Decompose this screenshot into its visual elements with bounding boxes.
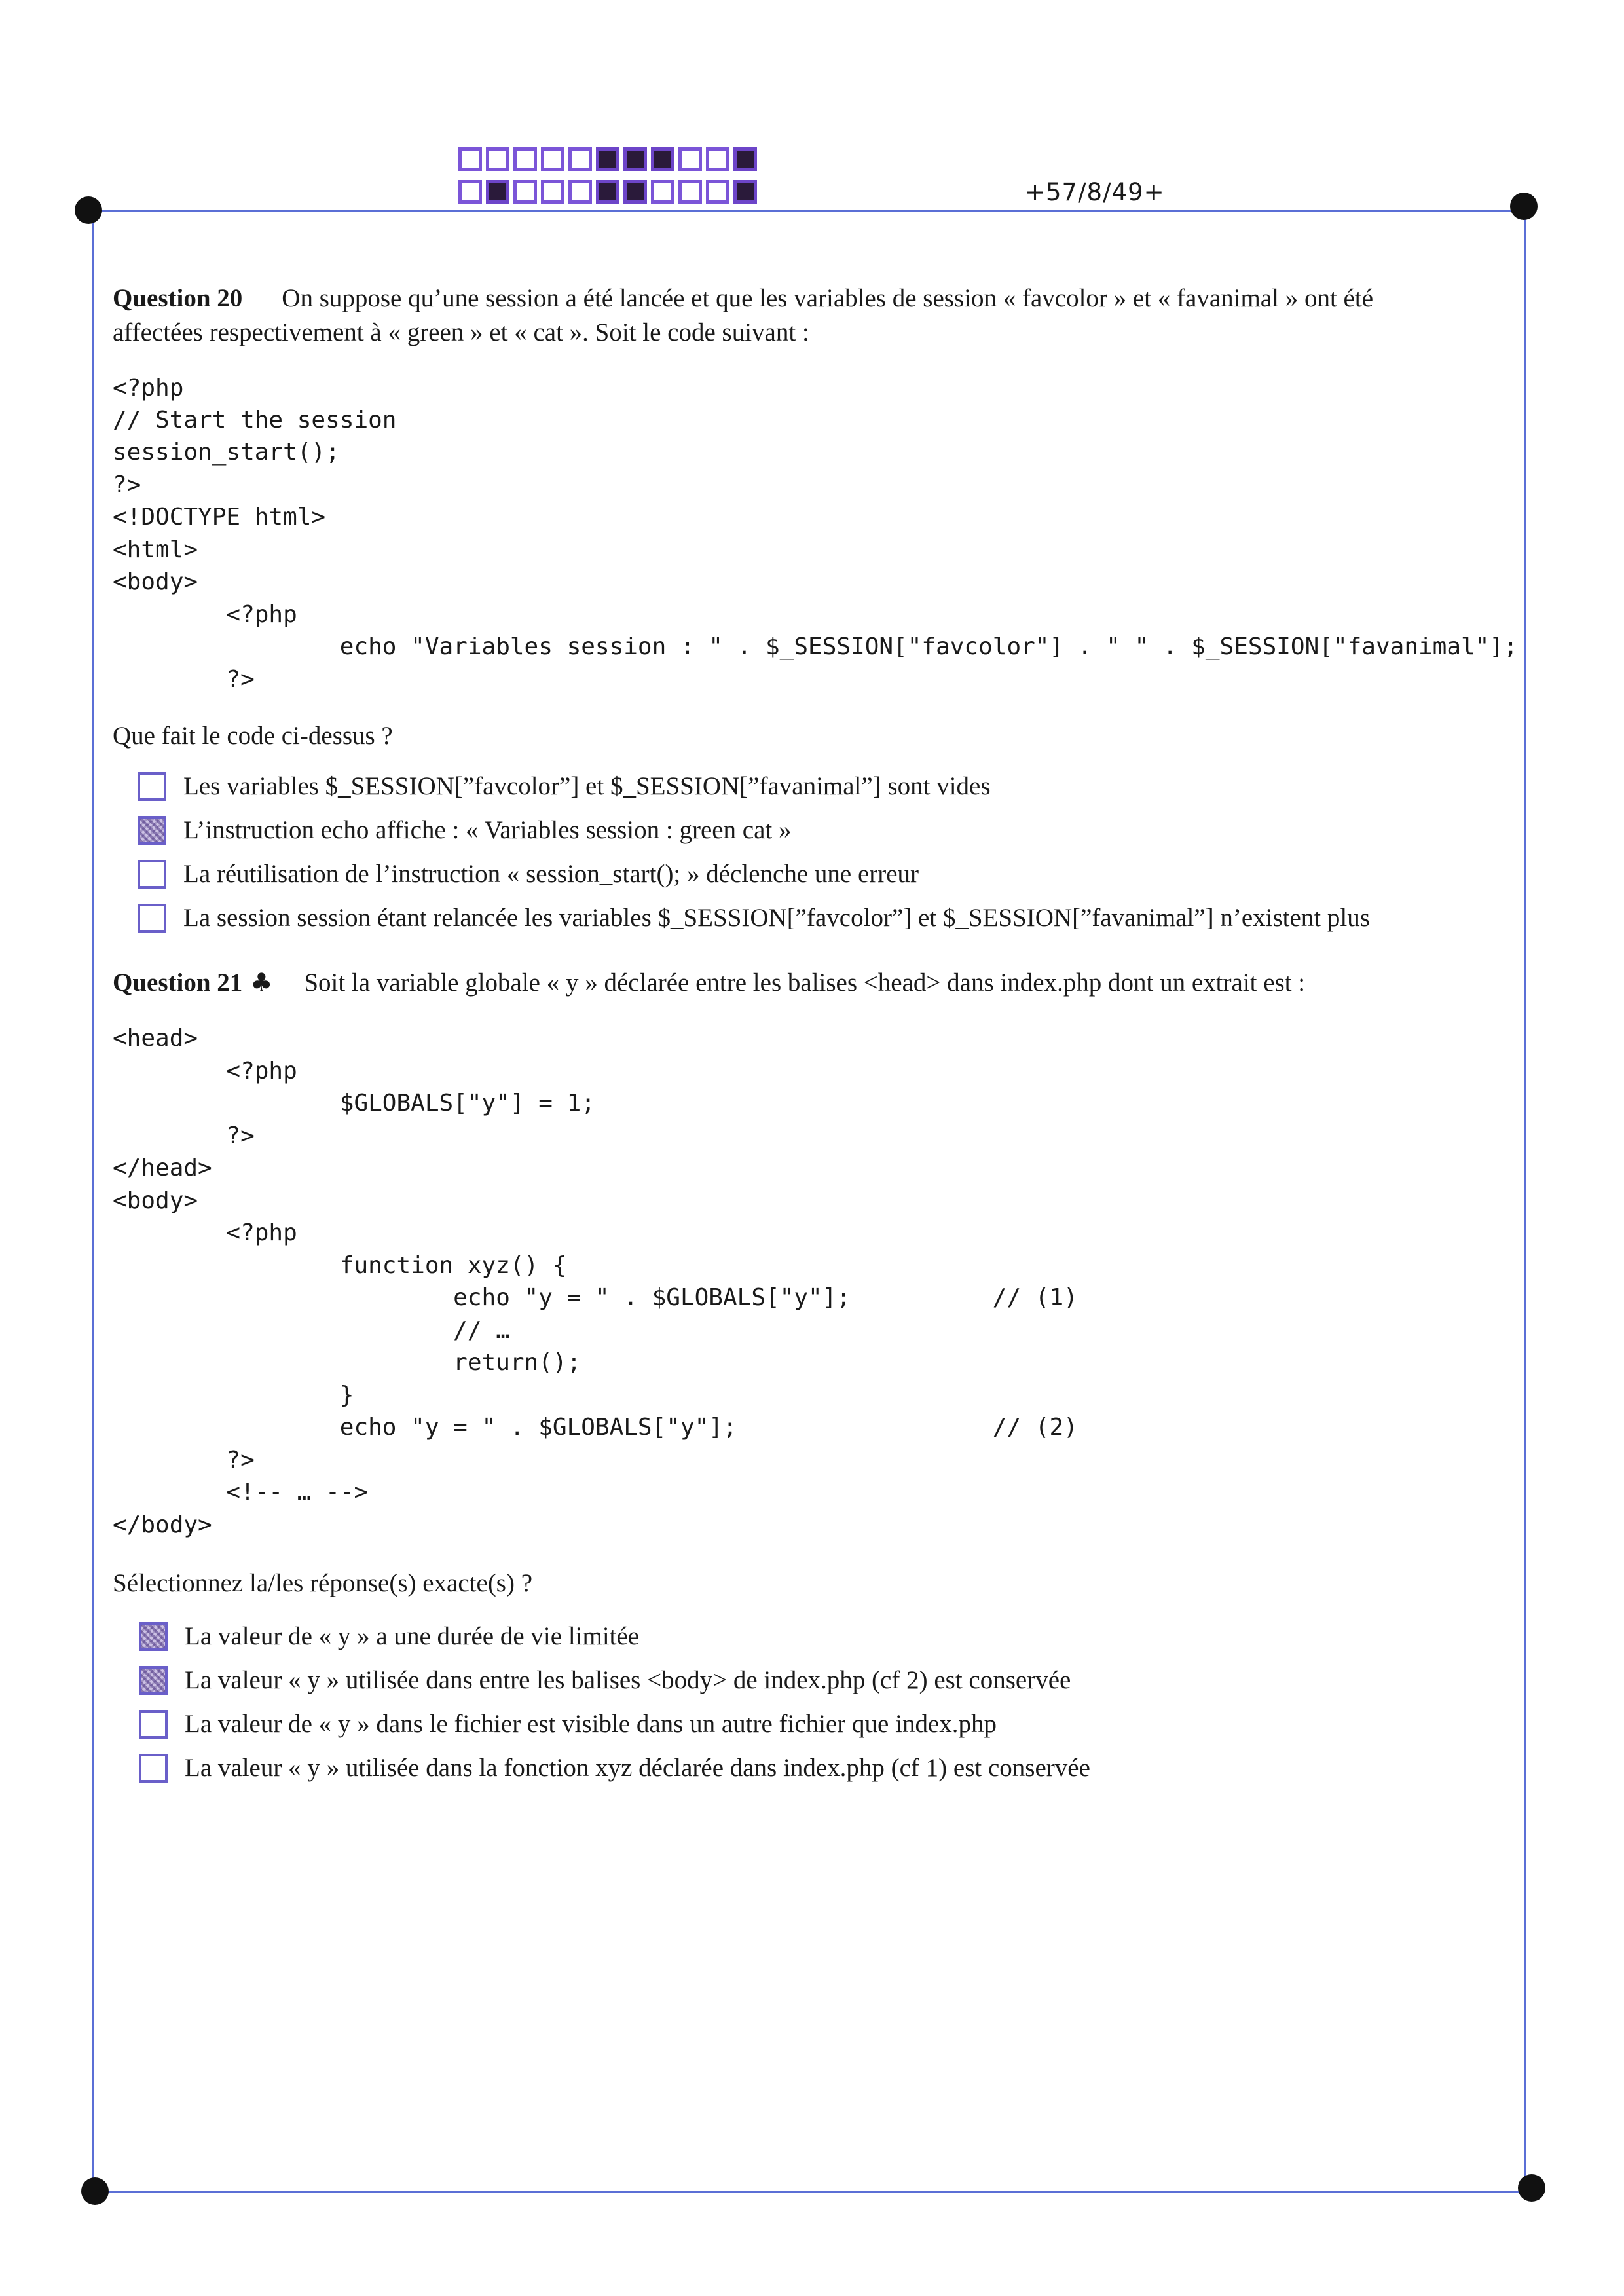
code-line: <html> <box>113 536 198 563</box>
code-line: return(); <box>113 1349 581 1376</box>
q20-option-4[interactable] <box>138 903 1370 933</box>
barcode-cell <box>596 180 619 204</box>
q21-prompt: Sélectionnez la/les réponse(s) exacte(s) ? <box>113 1569 533 1597</box>
code-line: <body> <box>113 568 198 595</box>
barcode-cell <box>678 147 702 171</box>
code-line: echo "y = " . $GLOBALS["y"]; // (1) <box>113 1284 1078 1311</box>
barcode-cell <box>733 180 757 204</box>
frame-bottom-line <box>95 2191 1532 2193</box>
code-line: } <box>113 1382 354 1409</box>
code-line: <?php <box>113 1058 297 1084</box>
option-label: Les variables $_SESSION[”favcolor”] et $_SESSION[”favanimal”] sont vides <box>183 772 991 800</box>
code-line: function xyz() { <box>113 1252 567 1279</box>
code-line: ?> <box>113 1122 255 1149</box>
barcode-cell <box>541 180 564 204</box>
barcode-cell <box>733 147 757 171</box>
barcode-cell <box>623 147 647 171</box>
code-line: echo "Variables session : " . $_SESSION["favcolor"] . " " . $_SESSION["favanimal"]; <box>113 633 1518 660</box>
q21-label: Question 21 <box>113 969 243 997</box>
barcode-cell <box>568 180 592 204</box>
code-line: ?> <box>113 666 255 693</box>
barcode-cell <box>513 180 537 204</box>
code-line: session_start(); <box>113 439 340 466</box>
barcode-cell <box>651 180 674 204</box>
barcode-cell <box>513 147 537 171</box>
barcode-cell <box>541 147 564 171</box>
barcode-cell <box>458 180 482 204</box>
club-icon: ♣ <box>250 968 273 997</box>
corner-marker-top-left <box>75 196 102 224</box>
q20-option-3[interactable] <box>138 859 919 889</box>
code-line: <head> <box>113 1025 198 1052</box>
answer-checkbox[interactable] <box>139 1666 168 1695</box>
option-label: La valeur « y » utilisée dans entre les balises <body> de index.php (cf 2) est conservée <box>185 1666 1071 1694</box>
barcode-cell <box>596 147 619 171</box>
q20-statement-cont: affectées respectivement à « green » et « cat ». Soit le code suivant : <box>113 318 809 346</box>
barcode-cell <box>706 147 729 171</box>
barcode-cell <box>651 147 674 171</box>
answer-checkbox[interactable] <box>139 1754 168 1783</box>
code-line: ?> <box>113 472 141 498</box>
code-line: $GLOBALS["y"] = 1; <box>113 1090 595 1117</box>
q21-option-1[interactable] <box>139 1621 639 1651</box>
frame-right-line <box>1524 210 1526 2191</box>
code-line: <!-- … --> <box>113 1479 369 1506</box>
corner-marker-top-right <box>1510 193 1538 220</box>
option-label: La valeur de « y » a une durée de vie limitée <box>185 1622 640 1650</box>
frame-left-line <box>92 210 94 2191</box>
code-line: <body> <box>113 1187 198 1214</box>
frame-top-line <box>92 210 1522 212</box>
barcode-cell <box>678 180 702 204</box>
q21-option-2[interactable] <box>139 1665 1071 1695</box>
barcode-cell <box>568 147 592 171</box>
option-label: La valeur « y » utilisée dans la fonction xyz déclarée dans index.php (cf 1) est conservée <box>185 1754 1090 1782</box>
code-line: </body> <box>113 1511 212 1538</box>
code-line: <?php <box>113 375 184 401</box>
barcode-cell <box>486 147 509 171</box>
q20-prompt: Que fait le code ci-dessus ? <box>113 722 393 750</box>
code-line: ?> <box>113 1447 255 1473</box>
answer-checkbox[interactable] <box>138 772 166 801</box>
code-line: // Start the session <box>113 407 397 434</box>
corner-marker-bottom-left <box>81 2177 109 2205</box>
answer-checkbox[interactable] <box>138 816 166 845</box>
scan-barcode <box>458 147 757 213</box>
q20-option-2[interactable] <box>138 815 792 845</box>
barcode-cell <box>706 180 729 204</box>
code-line: // … <box>113 1317 510 1344</box>
answer-checkbox[interactable] <box>138 860 166 889</box>
code-line: <!DOCTYPE html> <box>113 504 326 530</box>
q20-label: Question 20 <box>113 284 243 312</box>
page-id-code: +57/8/49+ <box>1025 178 1165 206</box>
corner-marker-bottom-right <box>1518 2174 1545 2202</box>
q20-text-line1: On suppose qu’une session a été lancée et que les variables de session « favcolor » et « favanimal » ont été <box>282 284 1373 312</box>
option-label: La valeur de « y » dans le fichier est visible dans un autre fichier que index.php <box>185 1710 997 1738</box>
q20-statement <box>113 282 1373 316</box>
code-line: echo "y = " . $GLOBALS["y"]; // (2) <box>113 1414 1078 1441</box>
barcode-cell <box>458 147 482 171</box>
answer-checkbox[interactable] <box>139 1710 168 1739</box>
option-label: L’instruction echo affiche : « Variables session : green cat » <box>183 816 792 844</box>
q21-option-3[interactable] <box>139 1709 997 1739</box>
code-line: <?php <box>113 601 297 628</box>
option-label: La session session étant relancée les variables $_SESSION[”favcolor”] et $_SESSION[”favanimal”] n’existent plus <box>183 904 1370 932</box>
option-label: La réutilisation de l’instruction « session_start(); » déclenche une erreur <box>183 860 919 888</box>
q20-option-1[interactable] <box>138 771 991 801</box>
barcode-cell <box>486 180 509 204</box>
code-line: <?php <box>113 1219 297 1246</box>
answer-checkbox[interactable] <box>138 904 166 933</box>
q21-option-4[interactable] <box>139 1753 1090 1783</box>
code-line: </head> <box>113 1155 212 1181</box>
q21-statement <box>113 965 1305 1000</box>
answer-checkbox[interactable] <box>139 1622 168 1651</box>
barcode-cell <box>623 180 647 204</box>
q21-text: Soit la variable globale « y » déclarée entre les balises <head> dans index.php dont un extrait est : <box>304 969 1306 997</box>
